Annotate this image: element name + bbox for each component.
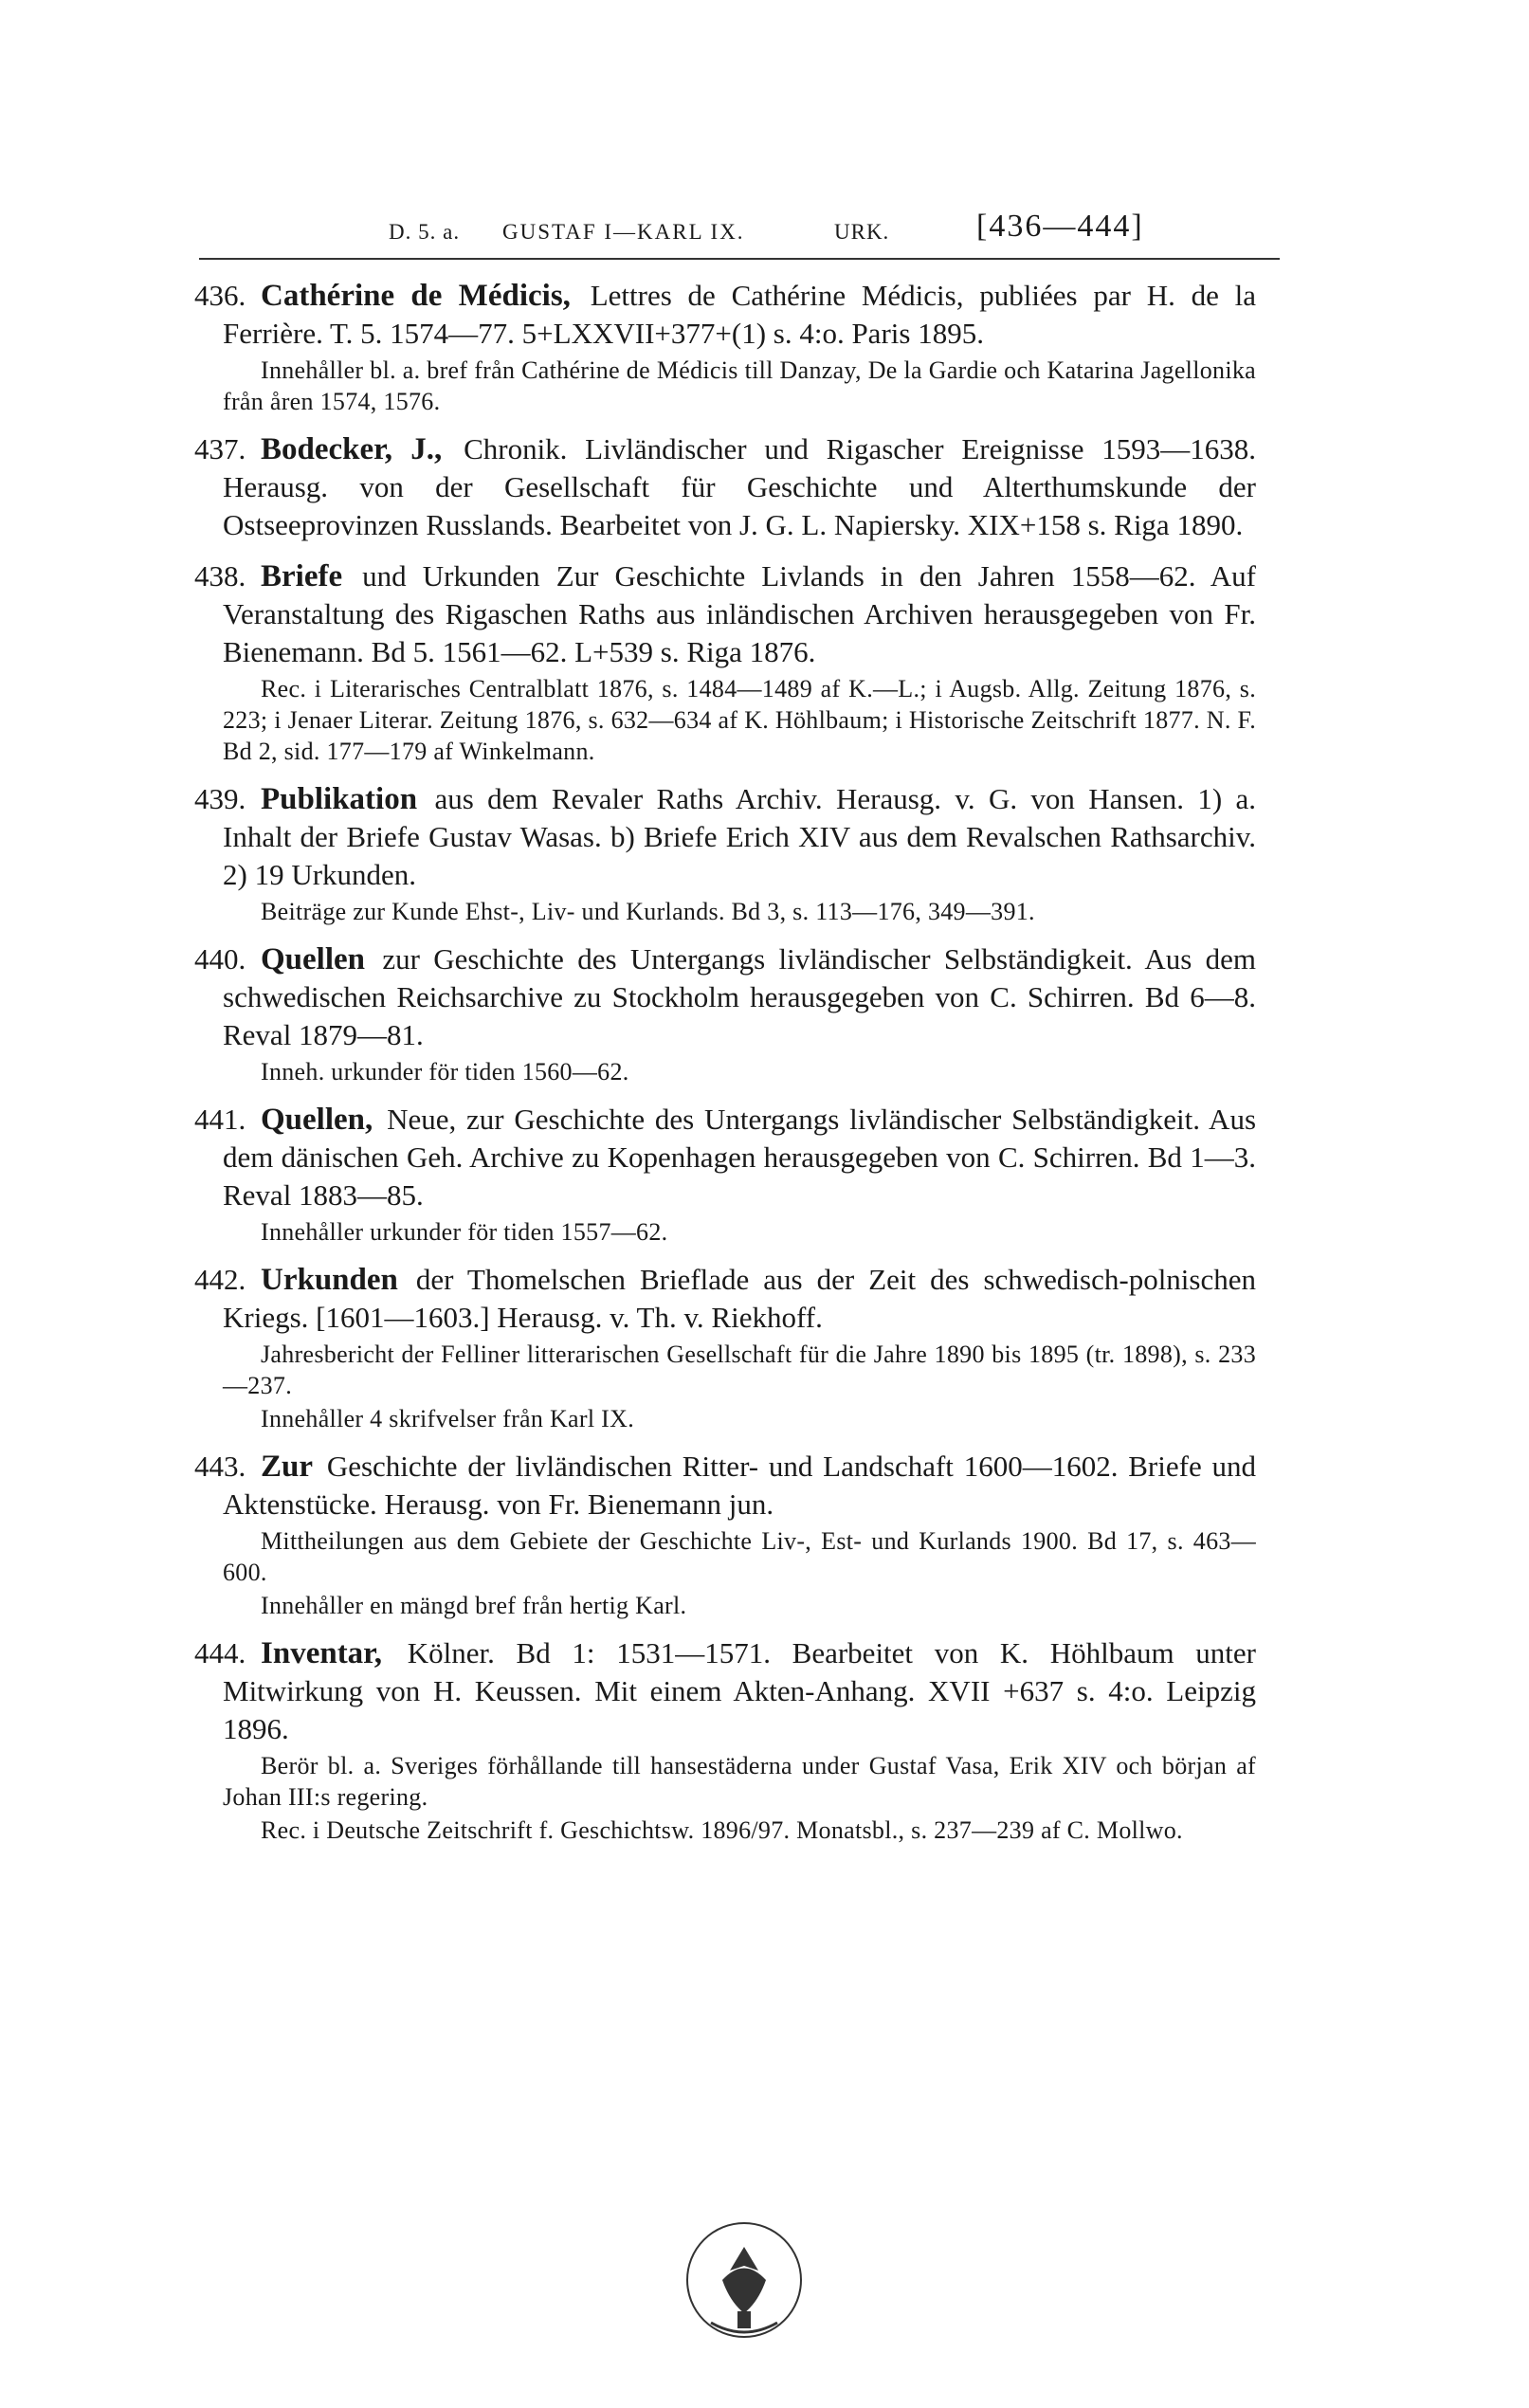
entry-headword: Publikation [261, 782, 418, 816]
entry-description: der Thomelschen Brieflade aus der Zeit des schwedisch-polnischen Kriegs. [1601—1603.] Herausg. v. Th. v. Riekhoff. [223, 1263, 1257, 1334]
entry-headword: Cathérine de Médicis, [261, 279, 571, 313]
entry-main-text [194, 1101, 1256, 1214]
entry-description: Geschichte der livländischen Ritter- und Landschaft 1600—1602. Briefe und Aktenstücke. Herausg. von Fr. Bienemann jun. [223, 1450, 1256, 1521]
entry-number: 438. [194, 559, 246, 593]
entry [194, 1261, 1256, 1434]
entry-main-text [194, 1261, 1256, 1337]
entry-note: Inneh. urkunder för tiden 1560—62. [261, 1058, 629, 1085]
entry-note: Innehåller 4 skrifvelser från Karl IX. [261, 1405, 635, 1432]
entry-headword: Zur [261, 1450, 314, 1484]
header-rule [199, 258, 1280, 260]
entry-note: Rec. i Literarisches Centralblatt 1876, s. 1484—1489 af K.—L.; i Augsb. Allg. Zeitung 1876, s. 223; i Jenaer Literar. Zeitung 1876, s. 632—634 af K. Höhlbaum; i Historische Zeitschrift 1877. N. F. Bd 2, sid. 177—179 af Winkelmann. [223, 675, 1256, 765]
entry-number: 439. [194, 782, 246, 815]
entry-note: Rec. i Deutsche Zeitschrift f. Geschichtsw. 1896/97. Monatsbl., s. 237—239 af C. Mollwo. [261, 1816, 1183, 1844]
entry [194, 1448, 1256, 1621]
entry-headword: Briefe [261, 559, 343, 593]
entry [194, 557, 1256, 767]
entry-headword: Urkunden [261, 1263, 398, 1297]
entry-main-text [194, 940, 1256, 1054]
entry-description: und Urkunden Zur Geschichte Livlands in den Jahren 1558—62. Auf Veranstaltung des Rigaschen Raths aus inländischen Archiven herausgegeben von Fr. Bienemann. Bd 5. 1561—62. L+539 s. Riga 1876. [223, 559, 1256, 668]
entry [194, 940, 1256, 1087]
entry-description: aus dem Revaler Raths Archiv. Herausg. v. G. von Hansen. 1) a. Inhalt der Briefe Gustav Wasas. b) Briefe Erich XIV aus dem Revalschen Rathsarchiv. 2) 19 Urkunden. [223, 782, 1257, 891]
entry-number: 442. [194, 1263, 246, 1296]
entry-number: 441. [194, 1103, 246, 1136]
entry-note: Innehåller urkunder för tiden 1557—62. [261, 1218, 668, 1246]
entry-note: Berör bl. a. Sveriges förhållande till hansestäderna under Gustaf Vasa, Erik XIV och början af Johan III:s regering. [223, 1752, 1256, 1811]
bibliography-entries [194, 277, 1256, 1859]
header-title: GUSTAF I—KARL IX. [502, 220, 745, 244]
library-stamp [654, 2190, 834, 2370]
header-entry-range: [436—444] [976, 209, 1144, 244]
entry-main-text [194, 780, 1256, 894]
entry-number: 440. [194, 942, 246, 976]
entry-main-text [194, 277, 1256, 353]
entry-note: Innehåller en mängd bref från hertig Karl. [261, 1592, 687, 1619]
header-kind: URK. [834, 220, 890, 244]
entry-note: Jahresbericht der Felliner litterarischen Gesellschaft für die Jahre 1890 bis 1895 (tr. 1898), s. 233—237. [223, 1341, 1256, 1399]
entry [194, 780, 1256, 927]
entry [194, 1101, 1256, 1248]
library-stamp-seal [654, 2190, 834, 2370]
entry [194, 277, 1256, 417]
entry-headword: Bodecker, J., [261, 432, 443, 466]
entry-main-text [194, 1448, 1256, 1523]
entry-number: 436. [194, 279, 246, 312]
entry-main-text [194, 1634, 1256, 1748]
entry-main-text [194, 557, 1256, 671]
entry-description: Kölner. Bd 1: 1531—1571. Bearbeitet von K. Höhlbaum unter Mitwirkung von H. Keussen. Mit einem Akten-Anhang. XVII +637 s. 4:o. Leipzig 1896. [223, 1636, 1256, 1745]
running-header [389, 188, 1280, 245]
entry-number: 444. [194, 1636, 246, 1669]
entry-headword: Inventar, [261, 1636, 383, 1670]
entry [194, 430, 1256, 544]
entry-description: Lettres de Cathérine Médicis, publiées par H. de la Ferrière. T. 5. 1574—77. 5+LXXVII+377+(1) s. 4:o. Paris 1895. [223, 279, 1257, 350]
entry-description: zur Geschichte des Untergangs livländischer Selbständigkeit. Aus dem schwedischen Reichsarchive zu Stockholm herausgegeben von C. Schirren. Bd 6—8. Reval 1879—81. [223, 942, 1257, 1051]
entry-headword: Quellen, [261, 1103, 373, 1137]
entry-note: Mittheilungen aus dem Gebiete der Geschichte Liv-, Est- und Kurlands 1900. Bd 17, s. 463—600. [223, 1527, 1256, 1586]
entry-number: 443. [194, 1450, 246, 1483]
entry-note: Innehåller bl. a. bref från Cathérine de Médicis till Danzay, De la Gardie och Katarina Jagellonika från åren 1574, 1576. [223, 356, 1256, 415]
entry-description: Neue, zur Geschichte des Untergangs livländischer Selbständigkeit. Aus dem dänischen Geh. Archive zu Kopenhagen herausgegeben von C. Schirren. Bd 1—3. Reval 1883—85. [223, 1103, 1257, 1212]
entry [194, 1634, 1256, 1846]
entry-note: Beiträge zur Kunde Ehst-, Liv- und Kurlands. Bd 3, s. 113—176, 349—391. [261, 898, 1035, 925]
entry-main-text [194, 430, 1256, 544]
header-signature: D. 5. a. [389, 220, 461, 244]
entry-description: Chronik. Livländischer und Rigascher Ereignisse 1593—1638. Herausg. von der Gesellschaft für Geschichte und Alterthumskunde der Ostseeprovinzen Russlands. Bearbeitet von J. G. L. Napiersky. XIX+158 s. Riga 1890. [223, 432, 1257, 541]
entry-number: 437. [194, 432, 246, 465]
entry-headword: Quellen [261, 942, 366, 976]
